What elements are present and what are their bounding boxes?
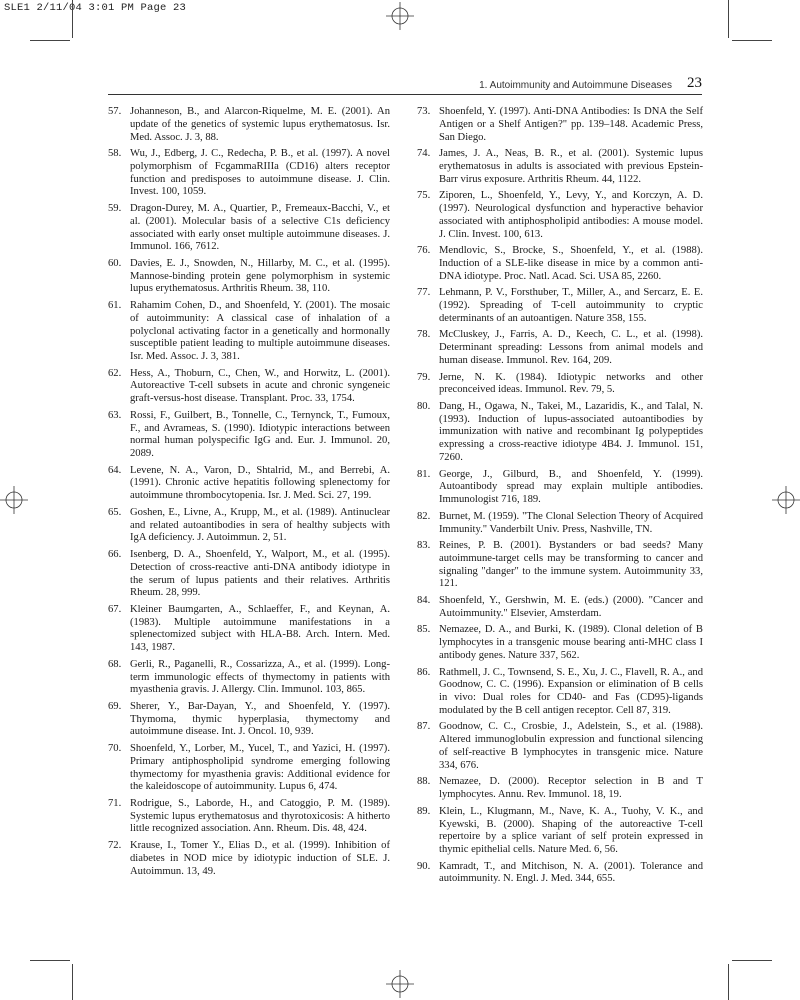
reference-number: 80. [417,400,431,412]
reference-text: Levene, N. A., Varon, D., Shtalrid, M., and Berrebi, A. (1991). Chronic active hepatitis following splenectomy for autoimmune thrombocytopenia. Isr. J. Med. Sci. 27, 199. [130,464,390,502]
reference-number: 81. [417,468,431,480]
reference-item [417,595,703,621]
crop-mark-bottom-right [732,960,772,961]
reference-item [417,372,703,398]
reference-item [417,245,703,283]
reference-number: 62. [108,367,122,379]
reference-number: 90. [417,860,431,872]
registration-mark-top-icon [386,2,414,30]
reference-number: 74. [417,148,431,160]
reference-number: 89. [417,805,431,817]
reference-item [108,300,390,364]
reference-text: Rodrigue, S., Laborde, H., and Catoggio, P. M. (1989). Systemic lupus erythematosus and thyrotoxicosis: A hitherto little recognized association. Ann. Rheum. Dis. 48, 424. [130,797,390,835]
reference-text: Sherer, Y., Bar-Dayan, Y., and Shoenfeld, Y. (1997). Thymoma, thymic hyperplasia, thymectomy and autoimmune disease. Int. J. Oncol. 10, 939. [130,700,390,738]
reference-number: 66. [108,549,122,561]
chapter-title: 1. Autoimmunity and Autoimmune Diseases [479,80,672,91]
reference-text: Rossi, F., Guilbert, B., Tonnelle, C., Ternynck, T., Fumoux, F., and Avrameas, S. (1990). Idiotypic interactions between normal human polyspecific IgG and. Eur. J. Immunol. 20, 2089. [130,409,390,460]
reference-number: 60. [108,257,122,269]
reference-number: 61. [108,300,122,312]
reference-text: Krause, I., Tomer Y., Elias D., et al. (1999). Inhibition of diabetes in NOD mice by idiotypic induction of SLE. J. Autoimmun. 13, 49. [130,840,390,877]
reference-text: Isenberg, D. A., Shoenfeld, Y., Walport, M., et al. (1995). Detection of cross-reactive anti-DNA antibody idiotype in the serum of lupus patients and their relatives. Arthritis Rheum. 28, 999. [130,549,390,599]
reference-number: 87. [417,721,431,733]
reference-text: Ziporen, L., Shoenfeld, Y., Levy, Y., and Korczyn, A. D. (1997). Neurological dysfunction and hyperactive behavior associated with antiphospholipid antibodies: A mouse model. J. Clin. Invest. 100, 613. [439,190,703,240]
crop-mark-top-right [732,40,772,41]
reference-item [417,148,703,186]
reference-number: 86. [417,666,431,678]
reference-number: 72. [108,840,122,852]
reference-number: 69. [108,700,122,712]
reference-item [108,148,390,199]
reference-number: 73. [417,106,431,117]
print-slug: SLE1 2/11/04 3:01 PM Page 23 [4,2,187,14]
crop-mark-top-left-vertical [72,0,73,38]
reference-text: Davies, E. J., Snowden, N., Hillarby, M. C., et al. (1995). Mannose-binding protein gene polymorphism in systemic lupus erythematosus. Arthritis Rheum. 38, 110. [130,257,390,295]
registration-mark-right-icon [772,486,800,514]
reference-number: 58. [108,148,122,160]
reference-number: 59. [108,203,122,215]
reference-number: 57. [108,106,122,117]
reference-item [417,806,703,857]
reference-item [417,401,703,465]
reference-text: Dang, H., Ogawa, N., Takei, M., Lazaridis, K., and Talal, N. (1993). Induction of lupus-associated autoantibodies by immunization with native and recombinant Ig polypeptides expressing a cross-reactive idiotype 4B4. J. Immunol. 151, 7260. [439,400,703,463]
reference-text: McCluskey, J., Farris, A. D., Keech, C. L., et al. (1998). Determinant spreading: Lessons from animal models and human disease. Immunol. Rev. 164, 209. [439,329,703,366]
registration-mark-bottom-icon [386,970,414,998]
reference-number: 82. [417,510,431,522]
reference-text: Lehmann, P. V., Forsthuber, T., Miller, A., and Sercarz, E. E. (1992). Spreading of T-cell autoimmunity to cryptic determinants of an autoantigen. Nature 358, 155. [439,287,703,324]
reference-item [417,469,703,507]
page-number: 23 [687,75,702,91]
reference-item [108,203,390,254]
reference-item [108,604,390,655]
reference-item [108,368,390,406]
crop-mark-bottom-right-vertical [728,964,729,1000]
reference-number: 88. [417,776,431,788]
reference-text: Klein, L., Klugmann, M., Nave, K. A., Tuohy, V. K., and Kyewski, B. (2000). Shaping of the autoreactive T-cell repertoire by a splice variant of self protein expressed in thymic epithelial cells. Nature Med. 6, 56. [439,805,703,855]
crop-mark-bottom-left [30,960,70,961]
reference-item [108,549,390,600]
crop-mark-top-right-vertical [728,0,729,38]
reference-text: Wu, J., Edberg, J. C., Redecha, P. B., et al. (1997). A novel polymorphism of FcgammaRIIIa (CD16) alters receptor function and predisposes to autoimmune disease. J. Clin. Invest. 100, 1059. [130,148,390,198]
reference-text: Jerne, N. K. (1984). Idiotypic networks and other preconceived ideas. Immunol. Rev. 79, 5. [439,371,703,396]
reference-text: Shoenfeld, Y. (1997). Anti-DNA Antibodies: Is DNA the Self Antigen or a Shelf Antigen?" pp. 139–148. Academic Press, San Diego. [439,106,703,143]
reference-text: Dragon-Durey, M. A., Quartier, P., Fremeaux-Bacchi, V., et al. (2001). Molecular basis of a selective C1s deficiency associated with early onset multiple autoimmune diseases. J. Immunol. 166, 7612. [130,203,390,253]
reference-number: 65. [108,506,122,518]
reference-item [108,465,390,503]
reference-number: 83. [417,540,431,552]
reference-number: 70. [108,743,122,755]
reference-text: Mendlovic, S., Brocke, S., Shoenfeld, Y., et al. (1988). Induction of a SLE-like disease in mice by a common anti-DNA idiotype. Proc. Natl. Acad. Sci. USA 85, 2260. [439,245,703,282]
reference-text: Johanneson, B., and Alarcon-Riquelme, M. E. (2001). An update of the genetics of systemic lupus erythematosus. Isr. Med. Assoc. J. 3, 88. [130,106,390,143]
reference-text: Nemazee, D. A., and Burki, K. (1989). Clonal deletion of B lymphocytes in a transgenic mouse bearing anti-MHC class I antibody genes. Nature 337, 562. [439,624,703,661]
reference-item [417,287,703,325]
reference-item [417,776,703,802]
reference-number: 79. [417,371,431,383]
reference-number: 63. [108,409,122,421]
crop-mark-bottom-left-vertical [72,964,73,1000]
reference-text: Rathmell, J. C., Townsend, S. E., Xu, J. C., Flavell, R. A., and Goodnow, C. C. (1996). Expansion or elimination of B cells in vivo: Dual roles for CD40- and Fas (CD95)-ligands modulated by the B cell antigen receptor. Cell 87, 319. [439,666,703,716]
reference-text: Hess, A., Thoburn, C., Chen, W., and Horwitz, L. (2001). Autoreactive T-cell subsets in acute and chronic syngeneic graft-versus-host disease. Transplant. Proc. 33, 1754. [130,367,390,405]
reference-item [417,190,703,241]
reference-item [417,667,703,718]
reference-text: Kleiner Baumgarten, A., Schlaeffer, F., and Keynan, A. (1983). Multiple autoimmune manifestations in a splenectomized subject with HLA-B8. Arch. Intern. Med. 143, 1987. [130,603,390,654]
reference-number: 67. [108,603,122,615]
reference-item [417,106,703,144]
references-right-column [417,106,703,890]
registration-mark-left-icon [0,486,28,514]
reference-item [417,861,703,887]
reference-text: Kamradt, T., and Mitchison, N. A. (2001). Tolerance and autoimmunity. N. Engl. J. Med. 344, 655. [439,860,703,885]
crop-mark-top-left [30,40,70,41]
reference-text: Rahamim Cohen, D., and Shoenfeld, Y. (2001). The mosaic of autoimmunity: A classical case of inhalation of a polyclonal activating factor in a genetically and hormonally susceptible patient leading to multiple autoimmune diseases. Isr. Med. Assoc. J. 3, 381. [130,300,390,363]
reference-item [108,743,390,794]
reference-number: 76. [417,245,431,257]
reference-item [417,511,703,537]
reference-item [417,624,703,662]
reference-text: Nemazee, D. (2000). Receptor selection in B and T lymphocytes. Annu. Rev. Immunol. 18, 19. [439,776,703,801]
reference-text: Gerli, R., Paganelli, R., Cossarizza, A., et al. (1999). Long-term immunologic effects of thymectomy in patients with myasthenia gravis. J. Allergy. Clin. Immunol. 103, 865. [130,658,390,696]
reference-item [108,410,390,461]
reference-item [417,540,703,591]
reference-number: 85. [417,624,431,636]
reference-item [417,329,703,367]
reference-text: Goshen, E., Livne, A., Krupp, M., et al. (1989). Antinuclear and related autoantibodies in sera of healthy subjects with IgA deficiency. J. Autoimmun. 2, 51. [130,506,390,544]
reference-text: Burnet, M. (1959). "The Clonal Selection Theory of Acquired Immunity." Vanderbilt Univ. Press, Nashville, TN. [439,510,703,535]
reference-number: 71. [108,797,122,809]
reference-item [108,798,390,836]
reference-item [108,840,390,878]
reference-text: Reines, P. B. (2001). Bystanders or bad seeds? Many autoimmune-target cells may be transforming to cancer and signaling "danger" to the immune system. Autoimmunity 33, 121. [439,540,703,590]
reference-text: Shoenfeld, Y., Lorber, M., Yucel, T., and Yazici, H. (1997). Primary antiphospholipid syndrome emerging following thymectomy for myasthenia gravis: Additional evidence for the kaleidoscope of autoimmunity. Lupus 6, 474. [130,743,390,793]
reference-text: George, J., Gilburd, B., and Shoenfeld, Y. (1999). Autoantibody spread may explain multiple antibodies. Immunologist 716, 189. [439,468,703,506]
reference-number: 78. [417,329,431,341]
reference-number: 75. [417,190,431,202]
reference-item [108,106,390,144]
reference-number: 64. [108,464,122,476]
reference-text: James, J. A., Neas, B. R., et al. (2001). Systemic lupus erythematosus in adults is associated with previous Epstein-Barr virus exposure. Arthritis Rheum. 44, 1122. [439,148,703,185]
references-left-column [108,106,390,882]
reference-text: Shoenfeld, Y., Gershwin, M. E. (eds.) (2000). "Cancer and Autoimmunity." Elsevier, Amsterdam. [439,595,703,619]
running-head [108,76,702,95]
reference-item [417,721,703,772]
reference-text: Goodnow, C. C., Crosbie, J., Adelstein, S., et al. (1988). Altered immunoglobulin expression and functional silencing of self-reactive B lymphocytes in transgenic mice. Nature 334, 676. [439,721,703,771]
reference-number: 77. [417,287,431,299]
reference-item [108,701,390,739]
reference-item [108,507,390,545]
reference-number: 68. [108,658,122,670]
reference-item [108,258,390,296]
reference-item [108,659,390,697]
reference-number: 84. [417,595,431,607]
